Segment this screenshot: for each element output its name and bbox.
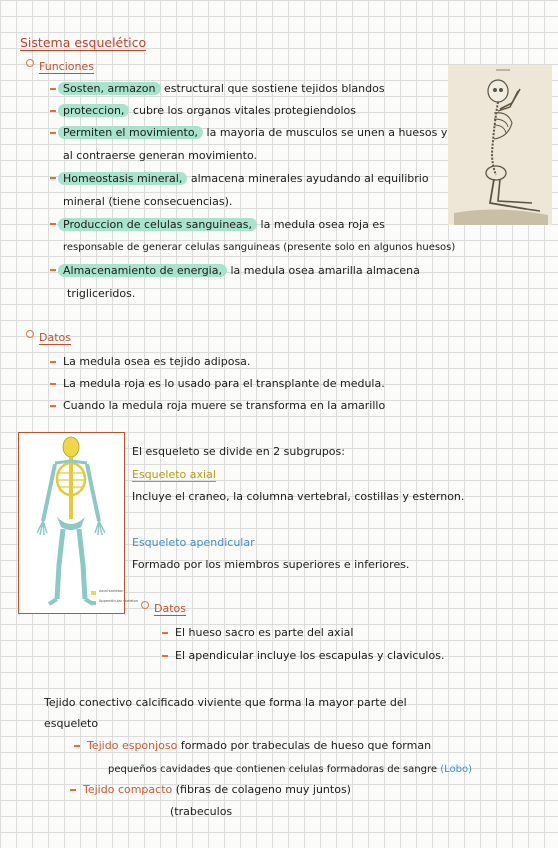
funcion-continuation: mineral (tiene consecuencias). [63,195,233,208]
page-title: Sistema esquelético [20,35,147,50]
apendicular-text: Formado por los miembros superiores e inferiores. [132,558,410,571]
funcion-item [63,264,420,278]
legend-appendicular-swatch [91,601,96,605]
bullet-circle [26,59,34,67]
funcion-highlight: Sosten, armazon [58,82,161,95]
dash-bullet [162,655,168,657]
dash-bullet [50,361,56,363]
funcion-highlight: Produccion de celulas sanguineas, [58,218,257,231]
funcion-text: la medula osea amarilla almacena [226,264,420,277]
tejido-line1: Tejido conectivo calcificado viviente que forma la mayor parte del [44,696,407,709]
funcion-text: estructural que sostiene tejidos blandos [160,82,385,95]
bullet-circle [141,601,149,609]
axial-text: Incluye el craneo, la columna vertebral, costillas y esternon. [132,490,465,503]
funcion-continuation: responsable de generar celulas sanguineas (presente solo en algunos huesos) [63,242,456,253]
tejido-line2: esqueleto [44,717,99,730]
funcion-highlight: Almacenamiento de energia, [58,264,227,277]
funcion-text: la medula osea roja es [257,218,385,231]
compacto-continuation: (trabeculos [170,805,233,818]
division-intro: El esqueleto se divide en 2 subgrupos: [132,445,345,458]
funcion-text: la mayoria de musculos se unen a huesos y [203,126,448,139]
dash-bullet [50,132,56,134]
funcion-highlight: Permiten el movimiento, [58,126,203,139]
dash-bullet [50,177,56,179]
dash-bullet [70,789,76,791]
legend-appendicular-label: Appendicular skeleton [99,599,138,603]
dash-bullet [50,88,56,90]
kneeling-skeleton-illustration [448,65,552,225]
dash-bullet [74,745,80,747]
funciones-heading: Funciones [39,60,94,73]
funcion-item [63,104,356,118]
esponjoso-label: Tejido esponjoso [87,739,178,752]
skeleton-diagram [18,432,138,614]
esponjoso-cont-text: pequeños cavidades que contienen celulas formadoras de sangre [108,764,438,775]
funcion-highlight: proteccion, [58,104,129,117]
datos-item: Cuando la medula roja muere se transforma en la amarillo [63,399,386,412]
datos-item: El hueso sacro es parte del axial [175,626,354,639]
compacto-text: (fibras de colageno muy juntos) [172,783,351,796]
esponjoso-text: formado por trabeculas de hueso que forman [177,739,432,752]
funcion-item [63,126,447,140]
dash-bullet [50,269,56,271]
datos-heading: Datos [154,602,186,615]
esponjoso-continuation [108,763,472,777]
legend-axial-label: Axial skeleton [99,589,124,593]
datos-item: La medula osea es tejido adiposa. [63,355,251,368]
dash-bullet [50,383,56,385]
funcion-text: almacena minerales ayudando al equilibrio [187,172,429,185]
dash-bullet [162,632,168,634]
funcion-continuation: al contraerse generan movimiento. [63,149,257,162]
tejido-compacto [83,783,351,797]
apendicular-label: Esqueleto apendicular [132,536,255,549]
dash-bullet [50,223,56,225]
bullet-circle [26,330,34,338]
funcion-continuation: trigliceridos. [67,287,136,300]
funcion-highlight: Homeostasis mineral, [58,172,187,185]
datos-heading: Datos [39,331,71,344]
esponjoso-note: (Lobo) [440,764,473,775]
axial-label: Esqueleto axial [132,468,216,481]
funcion-text: cubre los organos vitales protegiendolos [129,104,356,117]
datos-item: La medula roja es lo usado para el transplante de medula. [63,377,385,390]
funcion-item [63,218,385,232]
compacto-label: Tejido compacto [83,783,173,796]
dash-bullet [50,405,56,407]
funcion-item [63,172,429,186]
funcion-item [63,82,385,96]
datos-item: El apendicular incluye los escapulas y claviculos. [175,649,445,662]
dash-bullet [50,110,56,112]
tejido-esponjoso [87,739,431,753]
legend-axial-swatch [91,591,96,595]
